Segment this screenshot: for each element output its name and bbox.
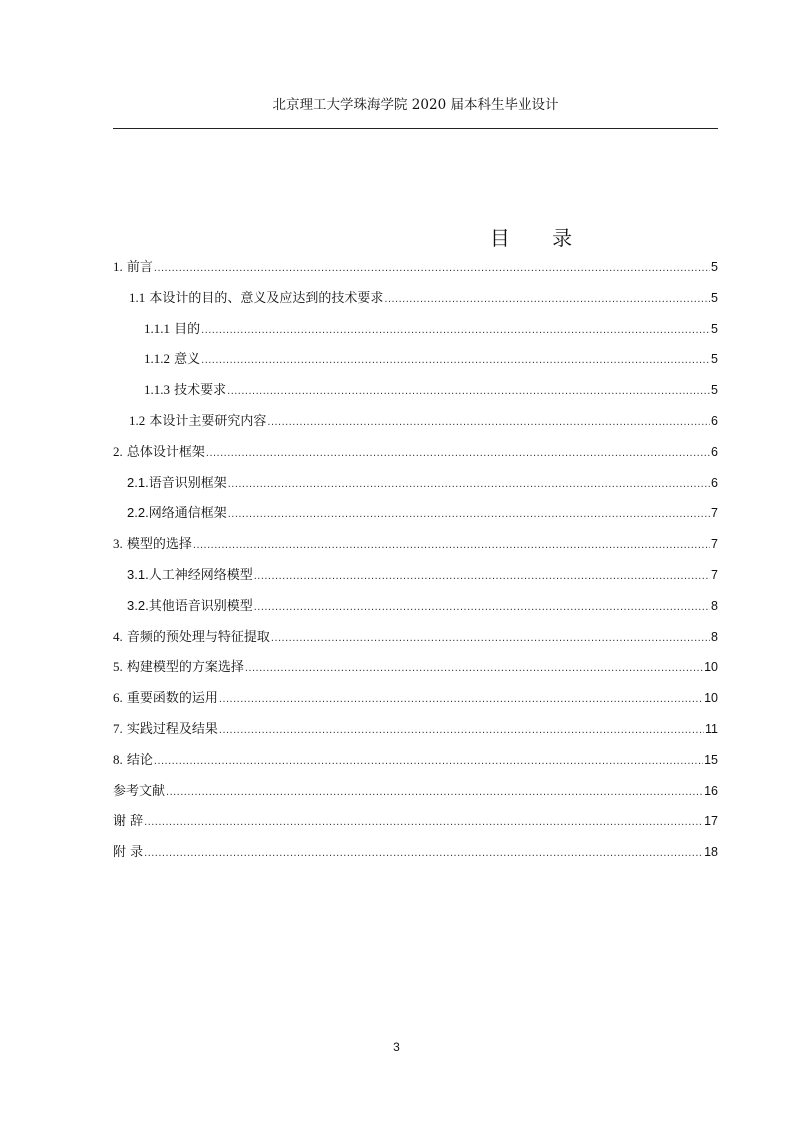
toc-leader-dots xyxy=(206,438,710,469)
toc-entry-label xyxy=(144,344,200,376)
toc-entry[interactable] xyxy=(113,683,718,714)
toc-entry[interactable] xyxy=(113,437,718,468)
toc-entry-text: 总体设计框架 xyxy=(122,444,205,460)
toc-leader-dots xyxy=(228,499,710,530)
toc-entry-text: 本设计主要研究内容 xyxy=(145,413,267,429)
toc-entry[interactable] xyxy=(113,745,718,776)
toc-leader-dots xyxy=(154,253,710,284)
toc-leader-dots xyxy=(228,469,710,500)
toc-entry-page: 7 xyxy=(711,537,718,552)
running-header: 北京理工大学珠海学院 2020 届本科生毕业设计 xyxy=(272,97,559,113)
toc-entry-label xyxy=(113,806,143,838)
toc-entry-label xyxy=(127,591,253,623)
toc-entry-number: 6. xyxy=(113,690,123,706)
toc-title: 目 录 xyxy=(489,226,591,250)
toc-leader-dots xyxy=(144,838,703,869)
toc-entry-number: 5. xyxy=(113,659,123,675)
page-number: 3 xyxy=(393,1040,400,1054)
toc-entry-label xyxy=(113,683,218,715)
toc-entry-number: 1.1 xyxy=(129,289,146,305)
toc-entry-number: 8. xyxy=(113,751,123,767)
toc-entry-text: 结论 xyxy=(122,752,153,768)
toc-entry-number: 1.1.1 xyxy=(144,320,170,336)
toc-entry-page: 11 xyxy=(705,721,718,736)
toc-entry-number: 2. xyxy=(113,443,123,459)
toc-entry-label xyxy=(129,406,266,438)
toc-entry-number: 7. xyxy=(113,720,123,736)
toc-leader-dots xyxy=(219,715,704,746)
toc-entry-label xyxy=(113,529,192,561)
toc-entry-text: 音频的预处理与特征提取 xyxy=(122,629,270,645)
toc-entry-text: 模型的选择 xyxy=(122,537,192,553)
toc-entry-number: 3.1. xyxy=(127,566,149,582)
toc-entry-text: 谢 辞 xyxy=(113,814,144,830)
toc-entry[interactable] xyxy=(113,837,718,868)
toc-entry-label xyxy=(113,837,143,869)
toc-leader-dots xyxy=(245,653,703,684)
toc-entry-number: 1.2 xyxy=(129,412,146,428)
toc-entry[interactable] xyxy=(113,529,718,560)
toc-entry[interactable] xyxy=(113,560,718,591)
toc-leader-dots xyxy=(254,592,710,623)
toc-entry[interactable] xyxy=(113,468,718,499)
toc-entry-page: 8 xyxy=(711,598,718,613)
toc-entry[interactable] xyxy=(113,591,718,622)
toc-entry[interactable] xyxy=(113,806,718,837)
toc-entry[interactable] xyxy=(113,252,718,283)
toc-entry-number: 1. xyxy=(113,259,123,274)
toc-entry-number: 2.2. xyxy=(127,505,149,521)
toc-entry-text: 意义 xyxy=(170,352,201,368)
toc-entry[interactable] xyxy=(113,622,718,653)
toc-entry-label xyxy=(127,498,227,530)
toc-entry-page: 8 xyxy=(711,629,718,644)
toc-entry-text: 网络通信框架 xyxy=(148,506,227,522)
toc-entry-page: 15 xyxy=(704,752,718,767)
toc-entry-label xyxy=(127,560,253,592)
toc-entry[interactable] xyxy=(113,283,718,314)
toc-entry-label xyxy=(129,283,383,315)
toc-entry-label xyxy=(113,776,165,808)
toc-entry[interactable] xyxy=(113,498,718,529)
toc-entry-number: 3.2. xyxy=(127,597,149,613)
toc-leader-dots xyxy=(227,376,710,407)
toc-leader-dots xyxy=(154,746,703,777)
toc-leader-dots xyxy=(219,684,703,715)
toc-leader-dots xyxy=(144,807,703,838)
header-rule xyxy=(113,128,718,129)
toc-entry-label xyxy=(127,468,227,500)
toc-leader-dots xyxy=(193,530,710,561)
table-of-contents xyxy=(113,252,718,868)
toc-entry-number: 1.1.2 xyxy=(144,351,170,367)
toc-entry-number: 1.1.3 xyxy=(144,382,170,398)
toc-leader-dots xyxy=(201,345,710,376)
toc-entry-page: 7 xyxy=(711,567,718,582)
toc-leader-dots xyxy=(271,623,710,654)
toc-entry-number: 4. xyxy=(113,628,123,644)
toc-entry-number: 2.1. xyxy=(127,474,149,490)
toc-entry[interactable] xyxy=(113,776,718,807)
toc-entry-text: 前言 xyxy=(122,260,153,275)
toc-leader-dots xyxy=(201,315,710,346)
toc-entry-label xyxy=(113,437,205,469)
toc-entry-page: 5 xyxy=(711,383,718,398)
toc-leader-dots xyxy=(267,407,710,438)
toc-entry-text: 本设计的目的、意义及应达到的技术要求 xyxy=(145,290,384,306)
toc-entry-page: 5 xyxy=(711,321,718,336)
toc-entry-label xyxy=(113,714,218,746)
toc-entry-text: 构建模型的方案选择 xyxy=(122,660,244,676)
toc-entry-label xyxy=(144,375,226,407)
toc-entry-page: 17 xyxy=(704,814,718,829)
toc-entry-label xyxy=(113,622,270,654)
toc-entry-text: 人工神经网络模型 xyxy=(148,567,253,583)
toc-entry-text: 语音识别框架 xyxy=(148,475,227,491)
toc-entry-label xyxy=(113,652,244,684)
toc-entry[interactable] xyxy=(113,652,718,683)
toc-entry-page: 10 xyxy=(704,660,718,675)
toc-entry-text: 技术要求 xyxy=(170,383,227,399)
toc-entry-page: 6 xyxy=(711,475,718,490)
toc-entry-page: 10 xyxy=(704,691,718,706)
toc-entry[interactable] xyxy=(113,375,718,406)
toc-entry-page: 18 xyxy=(704,845,718,860)
toc-entry[interactable] xyxy=(113,714,718,745)
toc-entry-text: 参考文献 xyxy=(113,783,166,799)
toc-entry-page: 5 xyxy=(711,290,718,305)
toc-entry-text: 其他语音识别模型 xyxy=(148,598,253,614)
toc-entry-page: 6 xyxy=(711,413,718,428)
toc-entry-number: 3. xyxy=(113,536,123,552)
toc-leader-dots xyxy=(384,284,710,315)
toc-entry-text: 附 录 xyxy=(113,845,144,861)
toc-entry-text: 目的 xyxy=(170,321,201,337)
toc-entry-page: 16 xyxy=(704,783,718,798)
toc-entry-label xyxy=(113,252,153,284)
toc-entry[interactable] xyxy=(113,344,718,375)
toc-entry-label xyxy=(144,314,200,346)
toc-entry-page: 6 xyxy=(711,444,718,459)
toc-entry-text: 重要函数的运用 xyxy=(122,691,218,707)
toc-entry-text: 实践过程及结果 xyxy=(122,721,218,737)
toc-entry[interactable] xyxy=(113,406,718,437)
toc-entry-label xyxy=(113,745,153,777)
toc-entry[interactable] xyxy=(113,314,718,345)
toc-leader-dots xyxy=(166,777,703,808)
toc-entry-page: 5 xyxy=(711,352,718,367)
toc-leader-dots xyxy=(254,561,710,592)
toc-entry-page: 7 xyxy=(711,506,718,521)
toc-entry-page: 5 xyxy=(711,260,718,274)
